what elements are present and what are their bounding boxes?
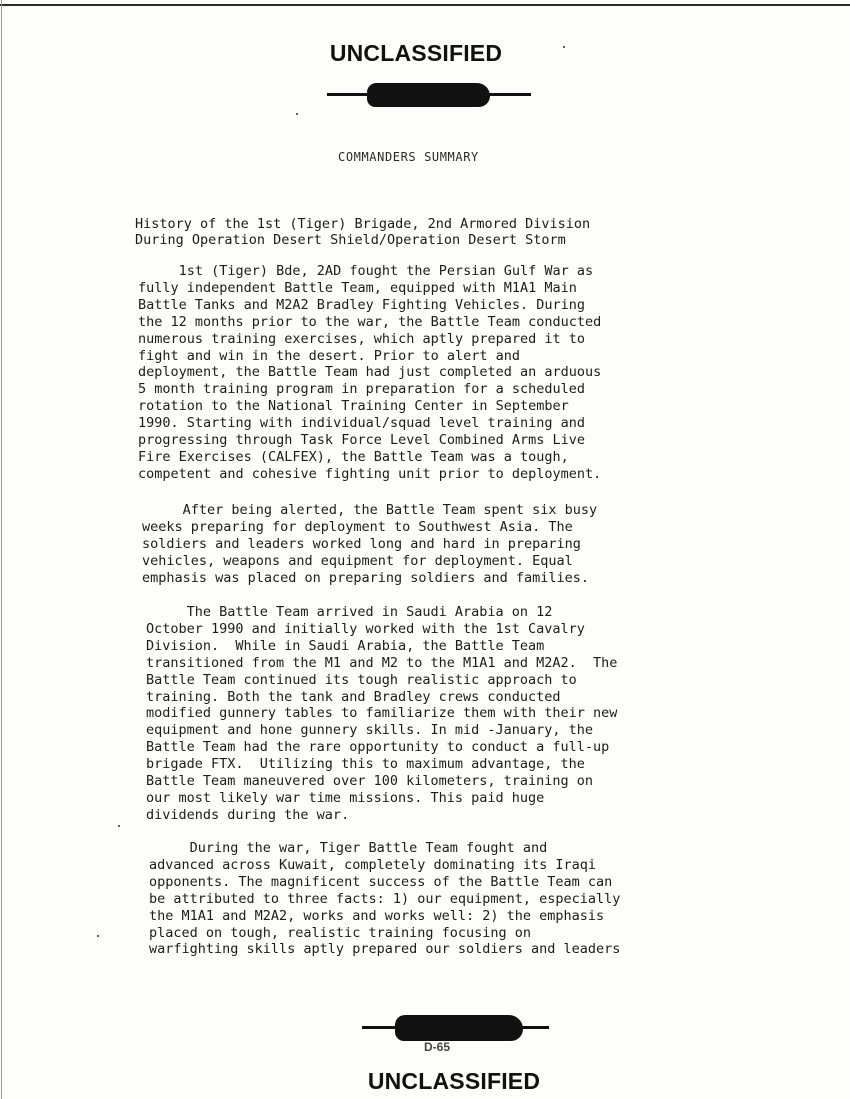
text-line: modified gunnery tables to familiarize them with their new bbox=[146, 705, 618, 722]
scan-speck bbox=[296, 113, 298, 115]
document-title-line: History of the 1st (Tiger) Brigade, 2nd Armored Division bbox=[135, 216, 591, 232]
scan-speck bbox=[97, 935, 99, 937]
classification-footer: UNCLASSIFIED bbox=[367, 1068, 541, 1094]
text-line: fight and win in the desert. Prior to alert and bbox=[138, 347, 521, 364]
paragraph-4 bbox=[149, 840, 620, 958]
text-line: advanced across Kuwait, completely dominating its Iraqi bbox=[149, 856, 597, 873]
text-line: Battle Tanks and M2A2 Bradley Fighting Vehicles. During bbox=[138, 296, 586, 313]
text-line: rotation to the National Training Center in September bbox=[138, 398, 569, 415]
text-line: training. Both the tank and Bradley crews conducted bbox=[146, 688, 561, 705]
text-line: transitioned from the M1 and M2 to the M1A1 and M2A2. The bbox=[146, 654, 618, 671]
document-title-line: During Operation Desert Shield/Operation Desert Storm bbox=[135, 232, 566, 248]
page-left-edge bbox=[1, 0, 2, 1099]
text-line: During the war, Tiger Battle Team fought and bbox=[149, 840, 548, 856]
scan-speck bbox=[118, 825, 120, 827]
text-line: Division. While in Saudi Arabia, the Battle Team bbox=[146, 637, 545, 654]
text-line: progressing through Task Force Level Combined Arms Live bbox=[138, 432, 586, 449]
text-line: the M1A1 and M2A2, works and works well: 2) the emphasis bbox=[149, 907, 605, 924]
text-line: Fire Exercises (CALFEX), the Battle Team was a tough, bbox=[138, 448, 569, 465]
text-line: 5 month training program in preparation for a scheduled bbox=[138, 381, 586, 398]
text-line: The Battle Team arrived in Saudi Arabia on 12 bbox=[146, 604, 553, 620]
document-title bbox=[135, 216, 590, 248]
text-line: competent and cohesive fighting unit prior to deployment. bbox=[138, 465, 602, 482]
text-line: our most likely war time missions. This paid huge bbox=[146, 789, 545, 806]
text-line: equipment and hone gunnery skills. In mid -January, the bbox=[146, 722, 594, 739]
text-line: Battle Team maneuvered over 100 kilometers, training on bbox=[146, 773, 594, 790]
scan-speck bbox=[563, 46, 565, 48]
text-line: placed on tough, realistic training focusing on bbox=[149, 924, 532, 941]
text-line: weeks preparing for deployment to Southwest Asia. The bbox=[142, 518, 573, 535]
text-line: 1st (Tiger) Bde, 2AD fought the Persian Gulf War as bbox=[138, 263, 594, 279]
paragraph-3 bbox=[146, 604, 617, 824]
text-line: the 12 months prior to the war, the Battle Team conducted bbox=[138, 313, 602, 330]
text-line: dividends during the war. bbox=[146, 806, 350, 823]
page-number: D-65 bbox=[424, 1040, 451, 1054]
text-line: After being alerted, the Battle Team spent six busy bbox=[142, 502, 598, 518]
text-line: emphasis was placed on preparing soldiers and families. bbox=[142, 569, 590, 586]
redaction-mark-bottom bbox=[395, 1015, 523, 1041]
text-line: be attributed to three facts: 1) our equipment, especially bbox=[149, 890, 621, 907]
text-line: vehicles, weapons and equipment for deployment. Equal bbox=[142, 552, 573, 569]
classification-header: UNCLASSIFIED bbox=[329, 40, 503, 66]
page-top-edge bbox=[0, 4, 850, 6]
text-line: Battle Team continued its tough realistic approach to bbox=[146, 671, 577, 688]
text-line: numerous training exercises, which aptly prepared it to bbox=[138, 330, 586, 347]
section-title: COMMANDERS SUMMARY bbox=[338, 150, 479, 164]
text-line: warfighting skills aptly prepared our soldiers and leaders bbox=[149, 941, 621, 958]
paragraph-2 bbox=[142, 502, 597, 587]
redaction-mark-top bbox=[367, 83, 490, 107]
text-line: Battle Team had the rare opportunity to conduct a full-up bbox=[146, 739, 610, 756]
text-line: brigade FTX. Utilizing this to maximum advantage, the bbox=[146, 756, 585, 773]
text-line: deployment, the Battle Team had just completed an arduous bbox=[138, 364, 602, 381]
text-line: opponents. The magnificent success of the Battle Team can bbox=[149, 873, 613, 890]
text-line: soldiers and leaders worked long and hard in preparing bbox=[142, 535, 581, 552]
text-line: fully independent Battle Team, equipped with M1A1 Main bbox=[138, 279, 577, 296]
paragraph-1 bbox=[138, 263, 601, 483]
text-line: 1990. Starting with individual/squad level training and bbox=[138, 415, 586, 432]
text-line: October 1990 and initially worked with the 1st Cavalry bbox=[146, 620, 585, 637]
